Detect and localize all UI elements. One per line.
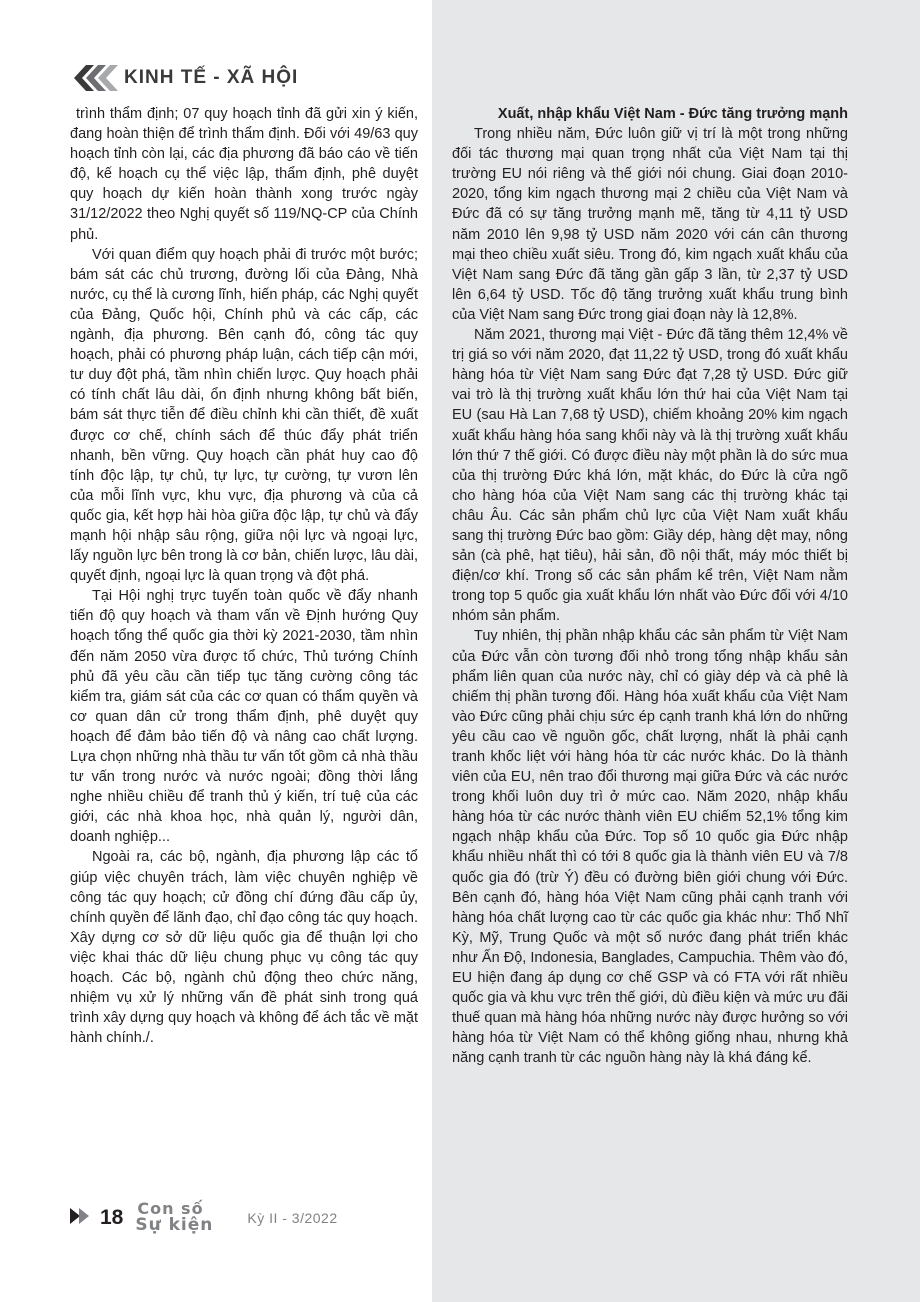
left-column bbox=[70, 104, 418, 1048]
right-column bbox=[452, 104, 848, 1069]
section-header bbox=[70, 62, 298, 94]
logo-line-1: Con số bbox=[137, 1199, 204, 1218]
paragraph: Tuy nhiên, thị phần nhập khẩu các sản phẩm từ Việt Nam của Đức vẫn còn tương đối nhỏ trong tổng nhập khẩu sản phẩm liên quan của nước này, chỉ có giày dép và cà phê là chiếm thị phần tương đối. Hàng hóa xuất khẩu của Việt Nam vào Đức cũng phải chịu sức ép cạnh tranh khá lớn do những yêu cầu cao về nguồn gốc, chất lượng, nhất là phải cạnh tranh khốc liệt với hàng hóa từ các nước khác. Do là thành viên của EU, nên trao đổi thương mại giữa Đức và các nước trong khối luôn duy trì ở mức cao. Năm 2020, nhập khẩu hàng hóa từ các nước thành viên EU chiếm 52,1% tổng kim ngạch nhập khẩu của Đức. Top số 10 quốc gia Đức nhập khẩu nhiều nhất thì có tới 8 quốc gia là thành viên EU và 7/8 quốc gia đó (trừ Ý) đều có đường biên giới chung với Đức. Bên cạnh đó, hàng hóa Việt Nam cũng phải cạnh tranh với hàng hóa chất lượng cao từ các quốc gia khác như: Thổ Nhĩ Kỳ, Mỹ, Trung Quốc và một số nước đang phát triển khác như Ấn Độ, Indonesia, Banglades, Campuchia. Thêm vào đó, EU hiện đang áp dụng cơ chế GSP và có FTA với rất nhiều quốc gia và khu vực trên thế giới, dù điều kiện và mức ưu đãi thuế quan mà hàng hóa những nước này được hưởng so với hàng hóa từ Việt Nam có thể không giống nhau, nhưng khả năng cạnh tranh từ các nguồn hàng này là khá đáng kể. bbox=[452, 628, 848, 1067]
chevrons-icon bbox=[70, 63, 122, 93]
magazine-logo bbox=[135, 1199, 245, 1237]
issue-label: Kỳ II - 3/2022 bbox=[247, 1210, 338, 1226]
paragraph: Trong nhiều năm, Đức luôn giữ vị trí là một trong những đối tác thương mại quan trọng nhất của Việt Nam tại thị trường EU nói riêng và thế giới nói chung. Giai đoạn 2010-2020, tổng kim ngạch thương mại 2 chiều của Việt Nam và Đức đã có sự tăng trưởng mạnh mẽ, tăng từ 4,11 tỷ USD năm 2010 lên 9,98 tỷ USD năm 2020 với cán cân thương mại theo chiều xuất siêu. Trong đó, kim ngạch xuất khẩu của Việt Nam sang Đức đã tăng gần gấp 3 lần, từ 2,37 tỷ USD lên 6,64 tỷ USD. Tốc độ tăng trưởng xuất khẩu trung bình của Việt Nam sang Đức trong giai đoạn này là 12,8%. bbox=[452, 126, 848, 323]
paragraph: trình thẩm định; 07 quy hoạch tỉnh đã gửi xin ý kiến, đang hoàn thiện để trình thẩm định. Đối với 49/63 quy hoạch tỉnh còn lại, các địa phương đã báo cáo về tiến độ, kế hoạch cụ thể việc lập, thẩm định, phê duyệt quy hoạch dự kiến hoàn thành xong trước ngày 31/12/2022 theo Nghị quyết số 119/NQ-CP của Chính phủ. bbox=[70, 106, 418, 243]
arrow-icon bbox=[70, 1207, 92, 1230]
paragraph: Năm 2021, thương mại Việt - Đức đã tăng thêm 12,4% về trị giá so với năm 2020, đạt 11,22 tỷ USD, trong đó xuất khẩu hàng hóa từ Việt Nam sang Đức đạt 7,28 tỷ USD. Đức giữ vai trò là thị trường xuất khẩu lớn thứ hai của Việt Nam tại EU (sau Hà Lan 7,68 tỷ USD), chiếm khoảng 20% kim ngạch xuất khẩu hàng hóa sang khối này và là thị trường xuất khẩu lớn thứ 7 thế giới. Có được điều này một phần là do sức mua của thị trường Đức khá lớn, mặt khác, do Đức là cửa ngõ cho hàng hóa của Việt Nam sang các thị trường khác tại châu Âu. Các sản phẩm chủ lực của Việt Nam xuất khẩu sang thị trường Đức bao gồm: Giầy dép, hàng dệt may, nông sản (cà phê, hạt tiêu), hải sản, đồ nội thất, máy móc thiết bị điện/cơ khí. Trong số các sản phẩm kể trên, Việt Nam nằm trong top 5 quốc gia xuất khẩu lớn nhất vào Đức đối với 4/10 nhóm sản phẩm. bbox=[452, 327, 848, 625]
page-footer bbox=[70, 1198, 338, 1238]
logo-line-2: Sự kiện bbox=[135, 1215, 214, 1235]
article-heading: Xuất, nhập khẩu Việt Nam - Đức tăng trưởng mạnh bbox=[497, 106, 848, 122]
section-title: KINH TẾ - XÃ HỘI bbox=[124, 67, 299, 88]
paragraph: Với quan điểm quy hoạch phải đi trước một bước; bám sát các chủ trương, đường lối của Đảng, Nhà nước, cụ thể là cương lĩnh, hiến pháp, các Nghị quyết của Đảng, Quốc hội, Chính phủ và các cấp, các ngành, địa phương. Bên cạnh đó, công tác quy hoạch, phải có phương pháp luận, cách tiếp cận mới, tư duy đột phá, tầm nhìn chiến lược. Quy hoạch phải có tính chất lâu dài, ổn định nhưng không bất biến, bám sát thực tiễn để điều chỉnh khi cần thiết, đề xuất được cơ chế, chính sách để thúc đẩy phát triển nhanh, bền vững. Quy hoạch cần phát huy cao độ tính độc lập, tự chủ, tự lực, tự cường, tự vươn lên của mỗi lĩnh vực, khu vực, địa phương và của cả quốc gia, kết hợp hài hòa giữa độc lập, tự chủ và đẩy mạnh hội nhập sâu rộng, giữa nội lực và ngoại lực, lấy nguồn lực bên trong là cơ bản, chiến lược, lâu dài, quyết định, ngoại lực là quan trọng và đột phá. bbox=[70, 246, 418, 585]
page-number: 18 bbox=[100, 1206, 124, 1229]
paragraph: Tại Hội nghị trực tuyến toàn quốc về đẩy nhanh tiến độ quy hoạch và tham vấn về Định hướng Quy hoạch tổng thể quốc gia thời kỳ 2021-2030, tầm nhìn đến năm 2050 vừa được tổ chức, Thủ tướng Chính phủ đã yêu cầu cần tiếp tục tăng cường công tác kiểm tra, giám sát của các cơ quan có thẩm quyền và cơ quan dân cử trong thẩm định, phê duyệt quy hoạch để đảm bảo tiến độ và nâng cao chất lượng. Lựa chọn những nhà thầu tư vấn tốt gồm cả nhà thầu tư vấn trong nước và nước ngoài; đồng thời lắng nghe nhiều chiều để tranh thủ ý kiến, trí tuệ của các giới, các nhà khoa học, nhà quản lý, người dân, doanh nghiệp... bbox=[70, 588, 418, 846]
paragraph: Ngoài ra, các bộ, ngành, địa phương lập các tổ giúp việc chuyên trách, làm việc chuyên nghiệp về công tác quy hoạch; cử đồng chí đứng đầu cấp ủy, chính quyền để lãnh đạo, chỉ đạo công tác quy hoạch. Xây dựng cơ sở dữ liệu quốc gia để thuận lợi cho việc khai thác dữ liệu chung phục vụ công tác quy hoạch. Các bộ, ngành chủ động theo chức năng, nhiệm vụ xử lý những vấn đề phát sinh trong quá trình xây dựng quy hoạch và không để ách tắc về mặt hành chính./. bbox=[70, 849, 418, 1047]
